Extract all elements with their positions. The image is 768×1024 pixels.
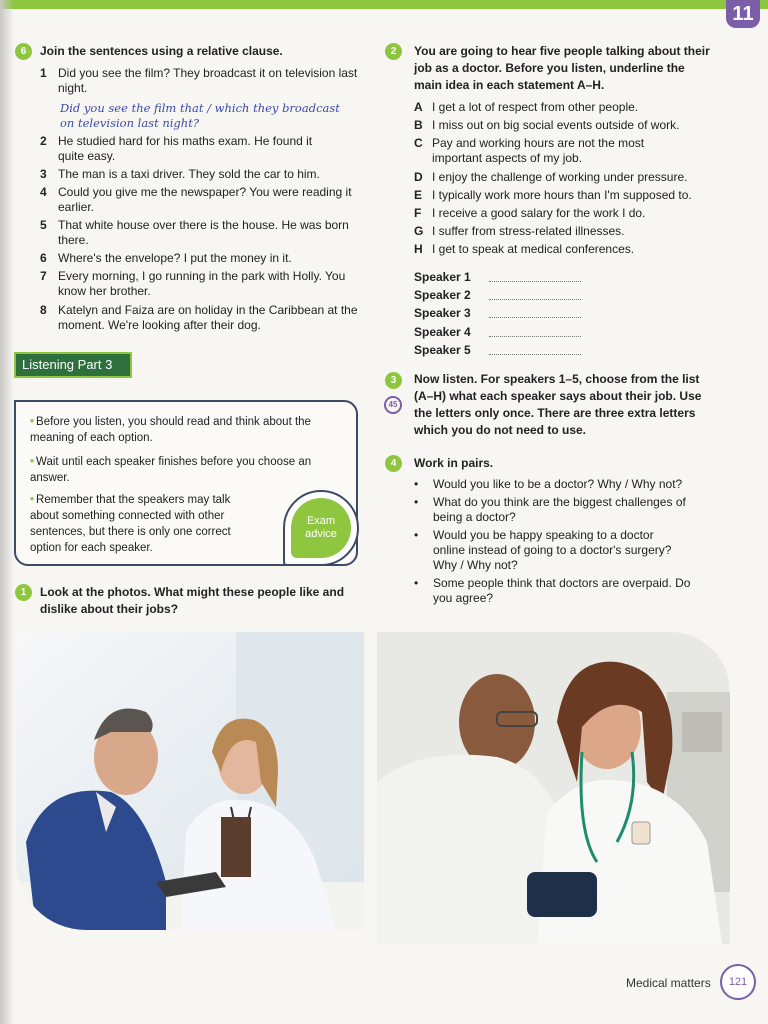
photo-blood-pressure [377, 632, 730, 944]
advice-bullet: • Before you listen, you should read and think about the meaning of each option. [30, 416, 311, 444]
speaker-answer-lines: Speaker 1 Speaker 2 Speaker 3 Speaker 4 Speaker 5 [414, 270, 594, 362]
doctor-patient-illustration [16, 632, 364, 930]
answer-blank[interactable] [489, 270, 581, 282]
exercise-1-number: 1 [15, 584, 32, 601]
blood-pressure-illustration [377, 632, 730, 944]
exercise-4-number: 4 [385, 455, 402, 472]
exercise-4-heading: Work in pairs. [414, 456, 494, 470]
handwritten-answer: Did you see the film that / which they broadcast on television last night? [60, 101, 340, 130]
exercise-3-heading: Now listen. For speakers 1–5, choose from the list (A–H) what each speaker says about their job. Use the letters only once. There are three extra letters which you do not need to use. [414, 372, 702, 437]
photo-doctor-patient [16, 632, 364, 930]
page-gutter-shadow [0, 0, 14, 1024]
statements-list: A I get a lot of respect from other people. B I miss out on big social events outside of work. C Pay and working hours are not the most important aspects of my job. D I enjoy the challenge of working under pressure. E I typically work more hours than I'm supposed to. F I receive a good salary for the work I do. G I suffer from stress-related illnesses. H I get to speak at medical conferences. [414, 100, 692, 256]
footer-title: Medical matters [626, 976, 711, 990]
exam-advice-badge: Exam advice [283, 490, 359, 566]
exercise-3-number: 3 [385, 372, 402, 389]
page-number: 121 [720, 964, 756, 1000]
section-title: Listening Part 3 [14, 352, 132, 378]
answer-blank[interactable] [489, 343, 581, 355]
answer-blank[interactable] [489, 288, 581, 300]
exercise-4-questions: • Would you like to be a doctor? Why / Why not? • What do you think are the biggest challenges of being a doctor? • Would you be happy speaking to a doctor online instead of going to a doctor's surgery? Why / Why not? • Some people think that doctors are overpaid. Do you agree? [414, 477, 691, 605]
unit-number-tab: 11 [726, 0, 760, 28]
exercise-2-heading: You are going to hear five people talking about their job as a doctor. Before you listen, underline the main idea in each statement A–H. [414, 44, 710, 92]
exercise-1-heading: Look at the photos. What might these people like and dislike about their jobs? [40, 585, 345, 616]
headphones-icon: 45 [384, 396, 402, 414]
exercise-6-number: 6 [15, 43, 32, 60]
answer-blank[interactable] [489, 325, 581, 337]
exercise-2-number: 2 [385, 43, 402, 60]
exercise-6-list: 1 Did you see the film? They broadcast it on television last night. Did you see the film that / which they broadcast on television last night? 2 He studied hard for his maths exam. He found it quite easy. 3 The man is a taxi driver. They sold the car to him. 4 Could you give me the newspaper? You were reading it earlier. 5 That white house over there is the house. He was born there. 6 Where's the envelope? I put the money in it. 7 Every morning, I go running in the park with Holly. You know her brother. 8 Katelyn and Faiza are on holiday in the Caribbean at the moment. We're looking after their dog. [40, 66, 358, 332]
top-color-bar [0, 0, 768, 9]
advice-bullet: • Wait until each speaker finishes before you choose an answer. [30, 456, 312, 484]
advice-bullet: • Remember that the speakers may talk about something connected with other sentences, but there is only one correct option for each speaker. [30, 494, 231, 554]
answer-blank[interactable] [489, 306, 581, 318]
exercise-6-heading: Join the sentences using a relative clause. [40, 44, 283, 58]
